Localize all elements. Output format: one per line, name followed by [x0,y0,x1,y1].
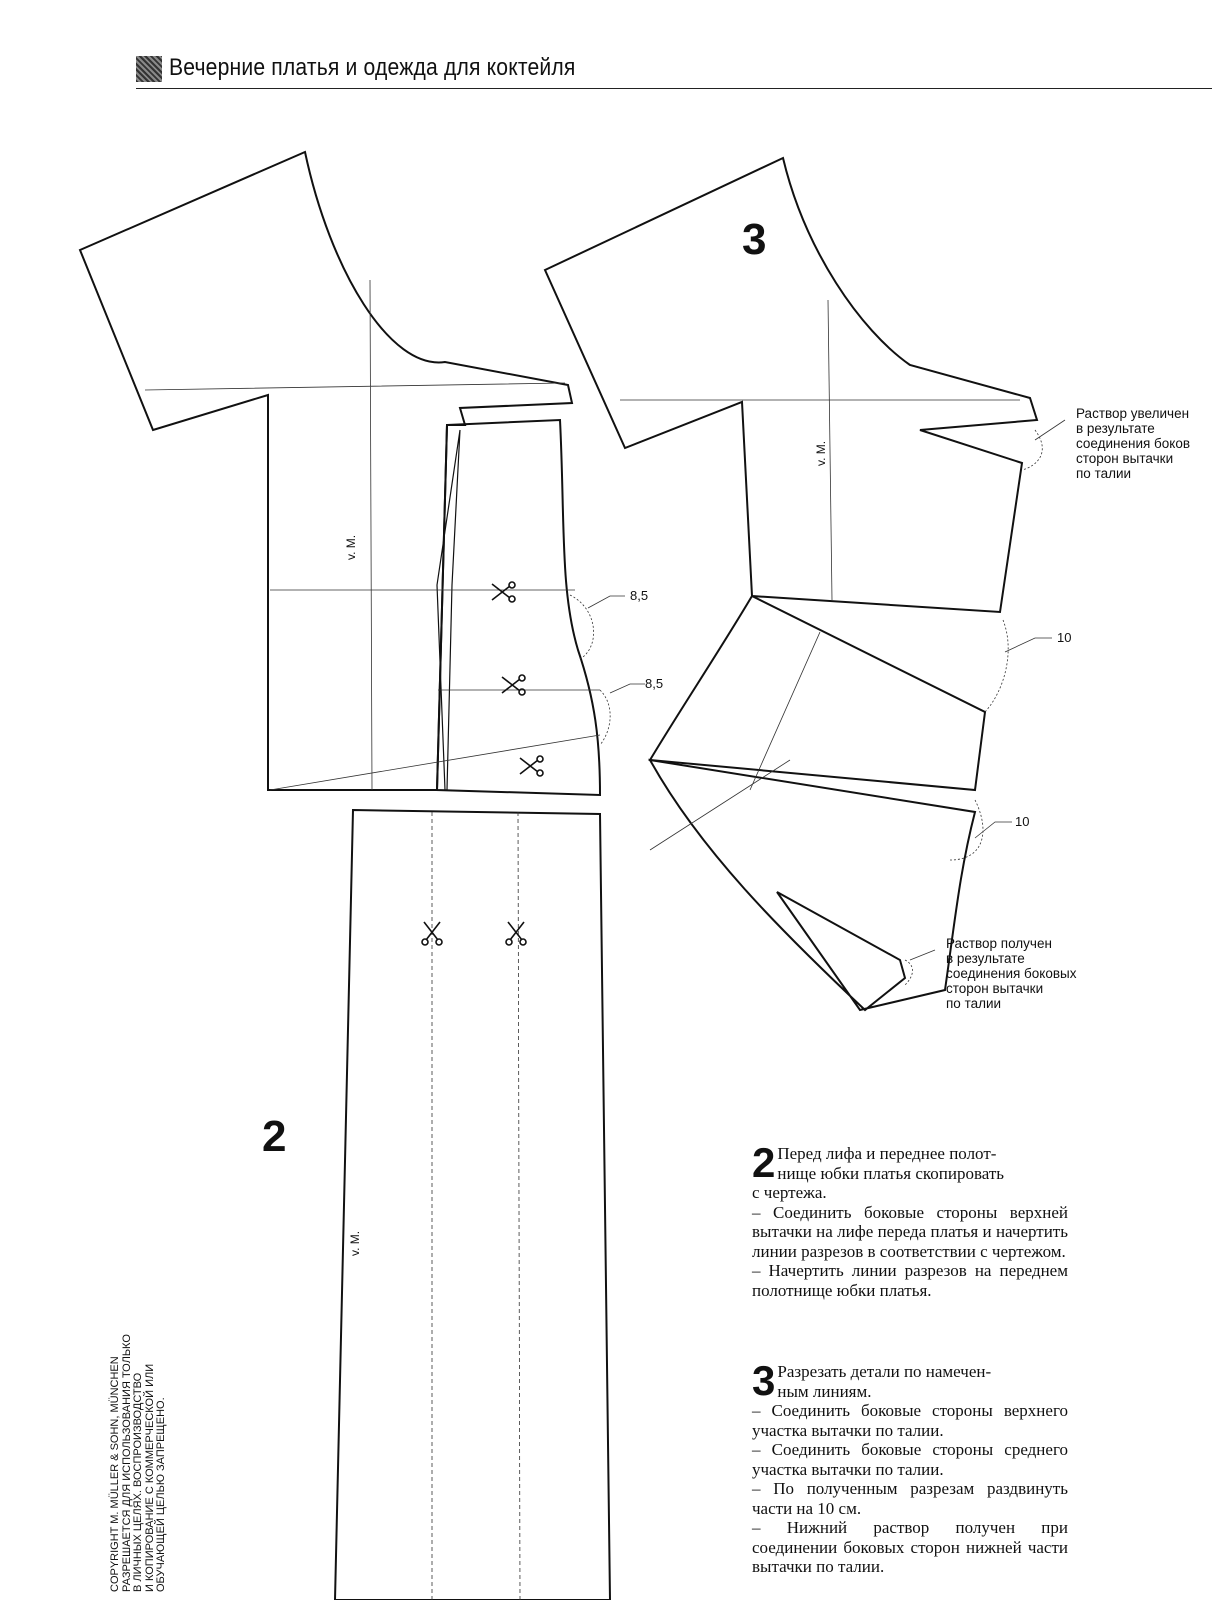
center-front-label: v. M. [814,440,828,466]
scissors-icon [520,756,543,776]
instruction-line: ным линиям. [777,1381,872,1401]
scissors-icon [502,675,525,695]
instruction-line: Разрезать детали по намечен- [777,1362,992,1381]
copyright-notice [110,1332,168,1592]
center-front-label: v. M. [348,1230,362,1256]
copyright-line: И КОПИРОВАНИЕ С КОММЕРЧЕСКОЙ ИЛИ [143,1363,156,1592]
fig3-lower-piece [650,760,975,1010]
construction-lines-fig2 [145,280,600,790]
copyright-line: РАЗРЕШАЕТСЯ ДЛЯ ИСПОЛЬЗОВАНИЯ ТОЛЬКО [120,1334,133,1592]
construction-lines-fig3 [620,300,1020,850]
instruction-line: – Соединить боковые стороны верхней вытачки на лифе переда платья и начертить линии разрезов в соответствии с чертежом. [752,1202,1068,1261]
figure-number-3: 3 [742,215,767,264]
instruction-line: нище юбки платья скопировать [777,1163,1005,1183]
fig3-top-piece [545,158,1037,612]
instructions-step-2 [752,1139,1068,1300]
instruction-line: Перед лифа и переднее полот- [777,1144,997,1163]
dimension-arcs [570,430,1042,985]
step-number: 3 [752,1357,776,1404]
note-line: сторон вытачки [946,981,1044,996]
dimension-label: 8,5 [630,588,649,603]
scissors-icon [492,582,515,602]
construction-lines-skirt [432,812,520,1600]
bodice-left-piece [80,152,572,790]
note-line: соединения боков [1076,436,1191,451]
center-front-label: v. M. [344,534,358,560]
page-title: Вечерние платья и одежда для коктейля [169,54,576,81]
step-number: 2 [752,1139,776,1186]
note-line: по талии [1076,466,1132,481]
instruction-line: с чертежа. [752,1183,827,1202]
note-upper [1076,406,1190,481]
note-line: в результате [946,951,1025,966]
bodice-dart-lines [437,430,460,790]
instruction-line: – Соединить боковые стороны среднего участка вытачки по талии. [752,1440,1068,1479]
skirt-panel [335,810,610,1600]
note-line: Раствор увеличен [1076,406,1190,421]
fig3-middle-piece [650,596,985,790]
dimension-label: 10 [1057,630,1072,645]
instruction-line: – Соединить боковые стороны верхнего участка вытачки по талии. [752,1401,1068,1440]
instruction-line: – По полученным разрезам раздвинуть части на 10 см. [752,1479,1068,1518]
copyright-line: COPYRIGHT M. MÜLLER & SOHN, MÜNCHEN [109,1356,121,1592]
note-line: в результате [1076,421,1155,436]
copyright-line: ОБУЧАЮЩЕЙ ЦЕЛЬЮ ЗАПРЕЩЕНО. [155,1397,167,1592]
note-line: соединения боковых [946,966,1077,981]
dimension-label: 10 [1015,814,1030,829]
scissors-marks [422,582,543,945]
instruction-line: – Нижний раствор получен при соединении боковых сторон нижней части вытачки по талии. [752,1518,1068,1576]
instruction-line: – Начертить линии разрезов на переднем полотнище юбки платья. [752,1261,1068,1300]
dimension-label: 8,5 [645,676,664,691]
note-line: по талии [946,996,1002,1011]
note-lower [946,936,1077,1011]
copyright-line: В ЛИЧНЫХ ЦЕЛЯХ. ВОСПРОИЗВОДСТВО [132,1372,144,1592]
note-line: Раствор получен [946,936,1052,951]
scissors-icon [506,922,526,945]
figure-number-2: 2 [262,1112,287,1161]
instructions-step-3 [752,1357,1068,1577]
note-line: сторон вытачки [1076,451,1174,466]
